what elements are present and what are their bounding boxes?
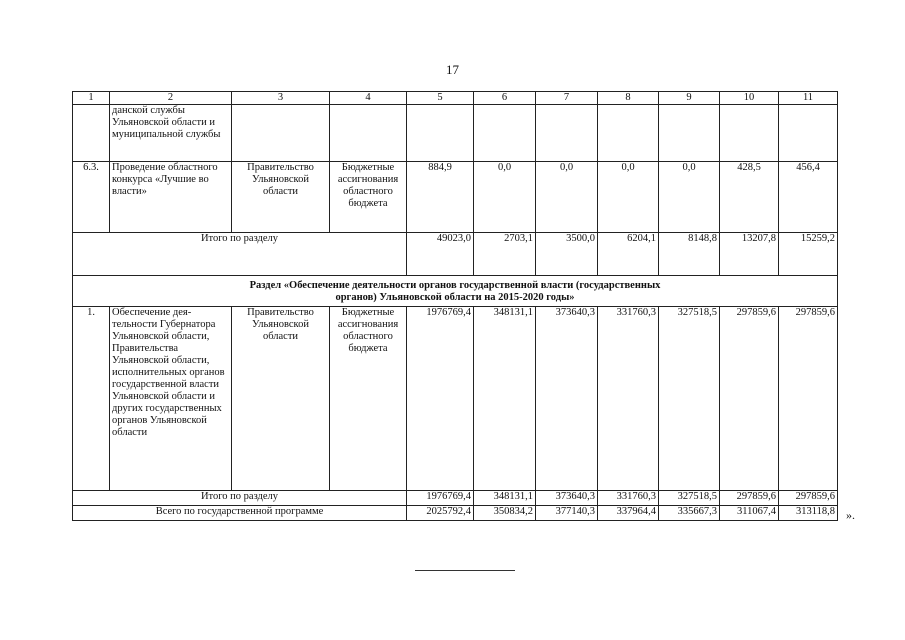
cell-value: 327518,5 bbox=[659, 491, 720, 506]
cell-value: 297859,6 bbox=[720, 307, 779, 491]
section-header-row bbox=[73, 276, 838, 307]
cell-value: 0,0 bbox=[474, 162, 536, 233]
cell-value bbox=[474, 105, 536, 162]
table-row-6-3 bbox=[73, 162, 838, 233]
cell-value: 373640,3 bbox=[536, 307, 598, 491]
header-cell: 8 bbox=[598, 92, 659, 105]
cell-value: 331760,3 bbox=[598, 491, 659, 506]
cell-value: 313118,8 bbox=[779, 506, 838, 521]
cell-num bbox=[73, 105, 110, 162]
cell-source bbox=[330, 105, 407, 162]
cell-value: 456,4 bbox=[779, 162, 838, 233]
cell-value bbox=[407, 105, 474, 162]
header-cell: 3 bbox=[232, 92, 330, 105]
budget-table bbox=[72, 91, 838, 521]
grand-total-row bbox=[73, 506, 838, 521]
cell-value bbox=[659, 105, 720, 162]
header-cell: 10 bbox=[720, 92, 779, 105]
cell-name: данской службы Ульяновской области и муниципальной службы bbox=[110, 105, 232, 162]
cell-num: 1. bbox=[73, 307, 110, 491]
table-row-continued bbox=[73, 105, 838, 162]
footer-rule bbox=[415, 570, 515, 571]
page-number: 17 bbox=[446, 62, 459, 77]
cell-value: 2703,1 bbox=[474, 233, 536, 276]
cell-value: 15259,2 bbox=[779, 233, 838, 276]
cell-value: 1976769,4 bbox=[407, 491, 474, 506]
closing-quote-mark: ». bbox=[846, 508, 855, 522]
cell-value: 335667,3 bbox=[659, 506, 720, 521]
cell-value: 327518,5 bbox=[659, 307, 720, 491]
cell-value: 373640,3 bbox=[536, 491, 598, 506]
header-cell: 9 bbox=[659, 92, 720, 105]
cell-value: 1976769,4 bbox=[407, 307, 474, 491]
cell-value: 297859,6 bbox=[779, 307, 838, 491]
grand-total-label: Всего по государственной программе bbox=[73, 506, 407, 521]
cell-executor: Правительство Ульяновской области bbox=[232, 162, 330, 233]
cell-value: 884,9 bbox=[407, 162, 474, 233]
header-cell: 5 bbox=[407, 92, 474, 105]
cell-value: 297859,6 bbox=[720, 491, 779, 506]
cell-value bbox=[598, 105, 659, 162]
header-cell: 7 bbox=[536, 92, 598, 105]
cell-value: 311067,4 bbox=[720, 506, 779, 521]
total-label: Итого по разделу bbox=[73, 491, 407, 506]
cell-value: 3500,0 bbox=[536, 233, 598, 276]
cell-value: 428,5 bbox=[720, 162, 779, 233]
cell-value: 331760,3 bbox=[598, 307, 659, 491]
cell-value: 6204,1 bbox=[598, 233, 659, 276]
cell-executor bbox=[232, 105, 330, 162]
cell-value bbox=[779, 105, 838, 162]
cell-value: 2025792,4 bbox=[407, 506, 474, 521]
cell-source: Бюджетные ассигнования областного бюджета bbox=[330, 307, 407, 491]
cell-source: Бюджетные ассигнования областного бюджета bbox=[330, 162, 407, 233]
cell-value: 377140,3 bbox=[536, 506, 598, 521]
header-row bbox=[73, 92, 838, 105]
total-row bbox=[73, 233, 838, 276]
cell-executor: Правительство Ульяновской области bbox=[232, 307, 330, 491]
cell-value bbox=[720, 105, 779, 162]
cell-value: 0,0 bbox=[536, 162, 598, 233]
cell-value bbox=[536, 105, 598, 162]
header-cell: 1 bbox=[73, 92, 110, 105]
cell-value: 0,0 bbox=[598, 162, 659, 233]
cell-name: Проведение областного конкурса «Лучшие во власти» bbox=[110, 162, 232, 233]
total-row bbox=[73, 491, 838, 506]
cell-value: 0,0 bbox=[659, 162, 720, 233]
cell-name: Обеспечение деятельности Губернатора Ульяновской области, Правительства Ульяновской области, исполнительных органов государственной власти Ульяновской области и других государственных органов Ульяновской области bbox=[110, 307, 232, 491]
cell-value: 337964,4 bbox=[598, 506, 659, 521]
header-cell: 6 bbox=[474, 92, 536, 105]
table-row-1 bbox=[73, 307, 838, 491]
cell-value: 348131,1 bbox=[474, 307, 536, 491]
cell-value: 13207,8 bbox=[720, 233, 779, 276]
header-cell: 4 bbox=[330, 92, 407, 105]
total-label: Итого по разделу bbox=[73, 233, 407, 276]
cell-value: 49023,0 bbox=[407, 233, 474, 276]
header-cell: 11 bbox=[779, 92, 838, 105]
cell-value: 350834,2 bbox=[474, 506, 536, 521]
header-cell: 2 bbox=[110, 92, 232, 105]
cell-value: 8148,8 bbox=[659, 233, 720, 276]
section-title: Раздел «Обеспечение деятельности органов государственной власти (государственных органов) Ульяновской области на 2015-2020 годы» bbox=[73, 276, 838, 307]
cell-value: 348131,1 bbox=[474, 491, 536, 506]
cell-num: 6.3. bbox=[73, 162, 110, 233]
cell-value: 297859,6 bbox=[779, 491, 838, 506]
